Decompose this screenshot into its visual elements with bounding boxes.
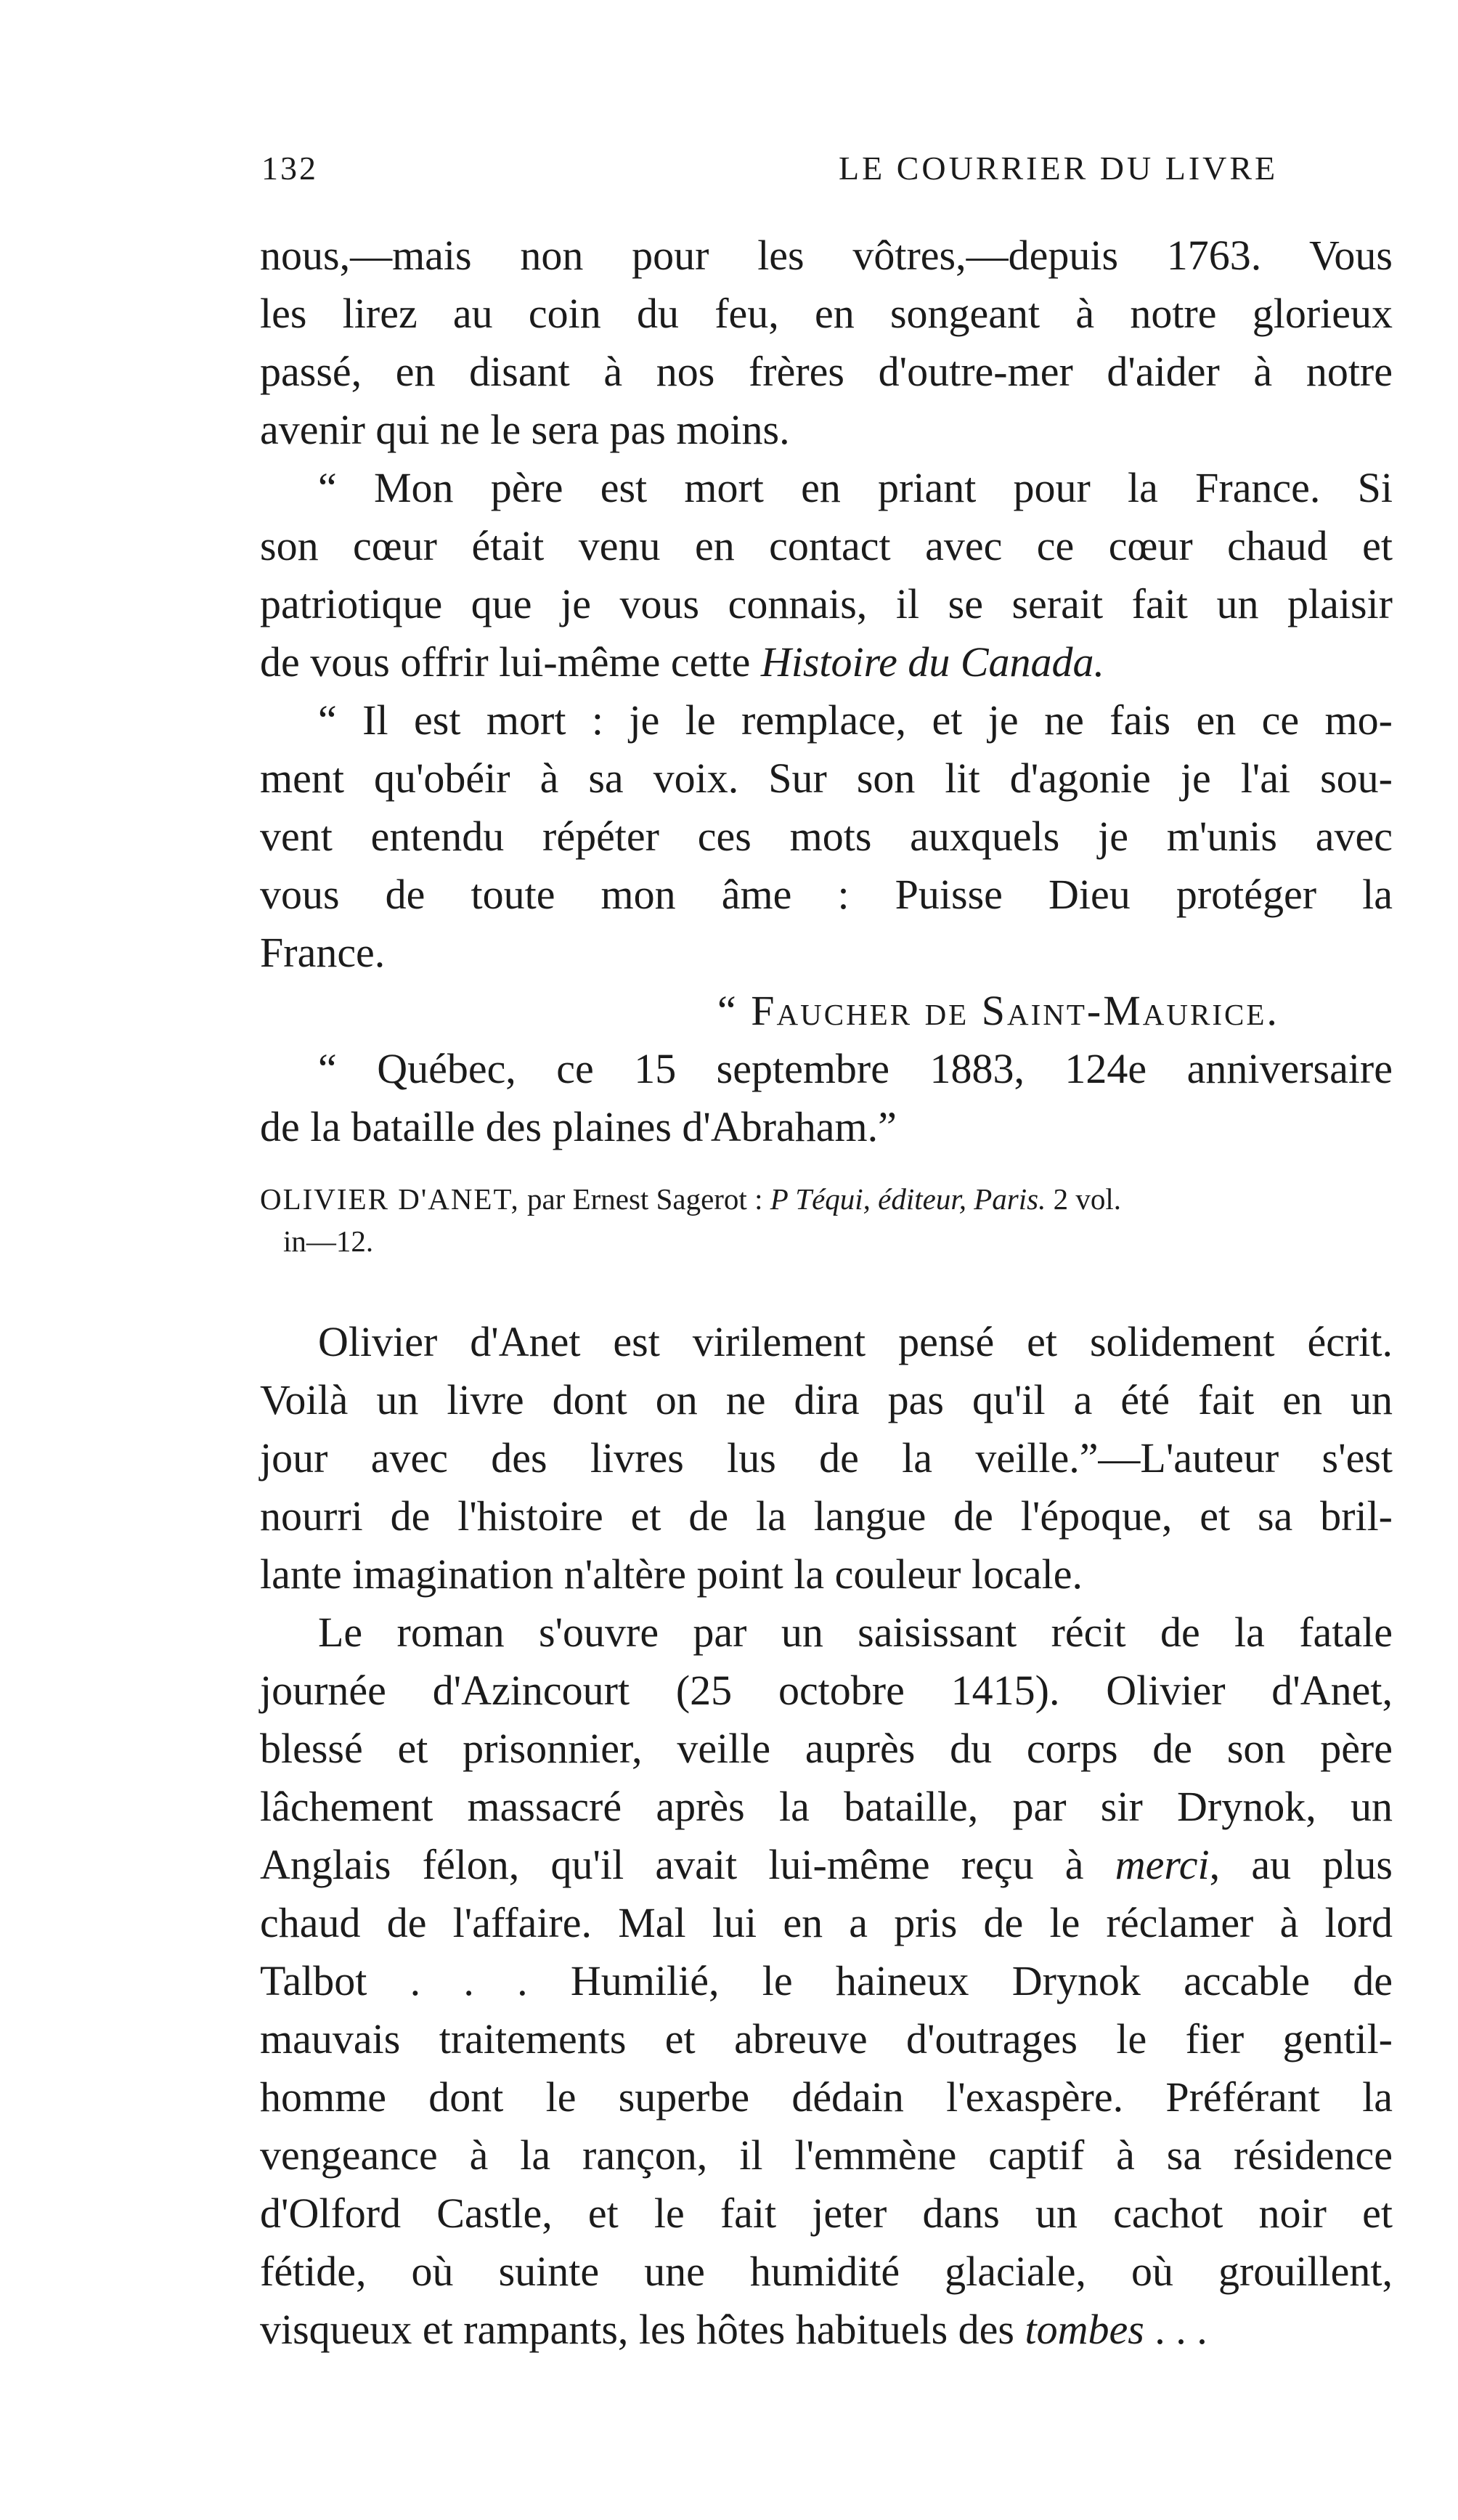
notice-format: in—12. xyxy=(283,1224,374,1258)
notice-volumes: 2 vol. xyxy=(1046,1182,1122,1216)
text-line: d'Olford Castle, et le fait jeter dans un cachot noir et xyxy=(260,2190,1393,2237)
text-line: ment qu'obéir à sa voix. Sur son lit d'agonie je l'ai sou- xyxy=(260,755,1393,802)
book-title-italic: Histoire du Canada. xyxy=(760,638,1105,686)
text-line: fétide, où suinte une humidité glaciale, où grouillent, xyxy=(260,2248,1393,2295)
text-line: blessé et prisonnier, veille auprès du corps de son père xyxy=(260,1725,1393,1772)
text-line: de la bataille des plaines d'Abraham.” xyxy=(260,1103,897,1150)
text-fragment: , au plus xyxy=(1209,1841,1393,1888)
book-notice xyxy=(260,1178,1393,1262)
notice-book-title: OLIVIER D'ANET, xyxy=(260,1182,520,1216)
notice-author: par Ernest Sagerot : xyxy=(519,1182,770,1216)
text-line xyxy=(260,633,1393,691)
text-line: passé, en disant à nos frères d'outre-mer d'aider à notre xyxy=(260,348,1393,395)
text-line: mauvais traitements et abreuve d'outrages le fier gentil- xyxy=(260,2015,1393,2062)
text-line: patriotique que je vous connais, il se serait fait un plaisir xyxy=(260,580,1393,627)
text-line: chaud de l'affaire. Mal lui en a pris de le réclamer à lord xyxy=(260,1899,1393,1946)
text-line: homme dont le superbe dédain l'exaspère. Préférant la xyxy=(260,2073,1393,2121)
text-line: vengeance à la rançon, il l'emmène captif à sa résidence xyxy=(260,2131,1393,2179)
text-line: Olivier d'Anet est virilement pensé et solidement écrit. xyxy=(318,1318,1393,1365)
text-line: vous de toute mon âme : Puisse Dieu protéger la xyxy=(260,871,1393,918)
letter-dateline xyxy=(260,1040,1393,1156)
text-line xyxy=(260,1836,1393,1894)
text-line: France. xyxy=(260,929,386,976)
text-line: “ Il est mort : je le remplace, et je ne fais en ce mo- xyxy=(318,696,1393,744)
review-paragraph-2 xyxy=(260,1604,1393,2359)
letter-paragraph-3 xyxy=(260,691,1393,982)
text-line: nourri de l'histoire et de la langue de l'époque, et sa bril- xyxy=(260,1492,1393,1540)
letter-paragraph-2 xyxy=(260,459,1393,691)
page-number: 132 xyxy=(261,150,318,187)
letter-paragraph-1 xyxy=(260,227,1393,459)
text-line xyxy=(260,2301,1393,2359)
text-line: les lirez au coin du feu, en songeant à notre glorieux xyxy=(260,290,1393,337)
text-line: Talbot . . . Humilié, le haineux Drynok accable de xyxy=(260,1957,1393,2004)
page-body xyxy=(260,227,1393,2359)
text-line: jour avec des livres lus de la veille.”—L'auteur s'est xyxy=(260,1434,1393,1481)
italic-word: tombes xyxy=(1025,2306,1144,2353)
letter-signature: “ Faucher de Saint-Maurice. xyxy=(717,987,1279,1034)
text-line: lâchement massacré après la bataille, par sir Drynok, un xyxy=(260,1783,1393,1830)
notice-line xyxy=(260,1178,1393,1220)
text-line: “ Québec, ce 15 septembre 1883, 124e anniversaire xyxy=(318,1045,1393,1092)
text-fragment: visqueux et rampants, les hôtes habituels des xyxy=(260,2306,1025,2353)
text-line: son cœur était venu en contact avec ce cœur chaud et xyxy=(260,522,1393,569)
text-fragment: Anglais félon, qu'il avait lui-même reçu à xyxy=(260,1841,1115,1888)
text-fragment: de vous offrir lui-même cette xyxy=(260,638,761,686)
review-paragraph-1 xyxy=(260,1313,1393,1604)
running-head xyxy=(261,149,1394,200)
text-line: vent entendu répéter ces mots auxquels je m'unis avec xyxy=(260,813,1393,860)
text-line: journée d'Azincourt (25 octobre 1415). Olivier d'Anet, xyxy=(260,1667,1393,1714)
text-line: Voilà un livre dont on ne dira pas qu'il a été fait en un xyxy=(260,1376,1393,1423)
italic-word: merci xyxy=(1115,1841,1210,1888)
text-line: Le roman s'ouvre par un saisissant récit de la fatale xyxy=(318,1609,1393,1656)
running-title: LE COURRIER DU LIVRE xyxy=(839,150,1279,187)
text-line: avenir qui ne le sera pas moins. xyxy=(260,406,790,453)
text-line: lante imagination n'altère point la couleur locale. xyxy=(260,1550,1083,1598)
text-fragment: . . . xyxy=(1144,2306,1207,2353)
text-line: nous,—mais non pour les vôtres,—depuis 1763. Vous xyxy=(260,232,1393,279)
notice-publisher: P Téqui, éditeur, Paris. xyxy=(770,1182,1046,1216)
text-line: “ Mon père est mort en priant pour la France. Si xyxy=(318,464,1393,511)
